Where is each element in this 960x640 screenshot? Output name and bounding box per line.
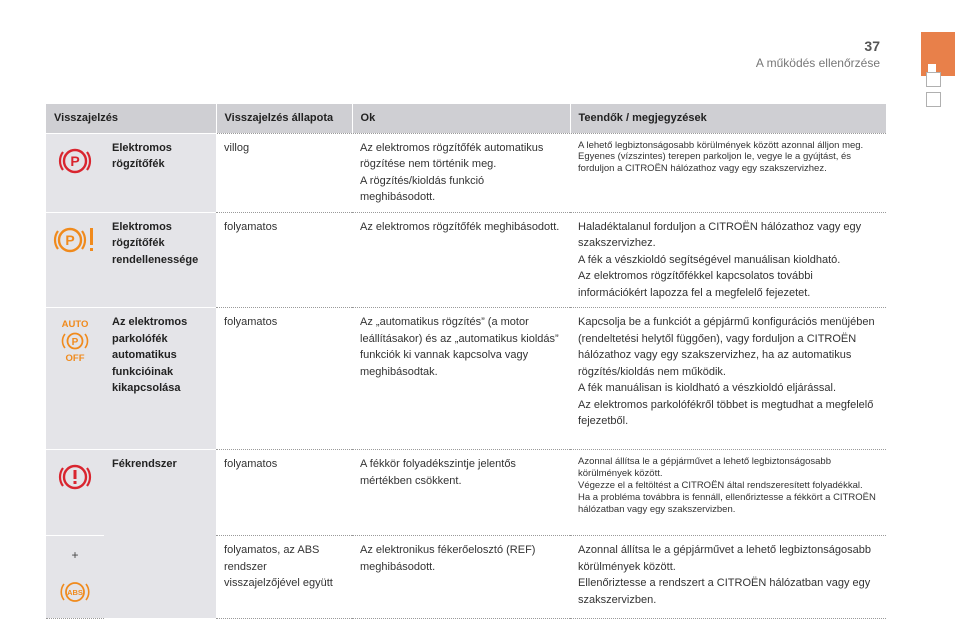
action-line: Haladéktalanul forduljon a CITROËN hálózathoz vagy egy szakszervizhez. <box>578 220 862 249</box>
indicator-icon-cell <box>46 133 104 212</box>
cause-line: A fékkör folyadékszintje jelentős mértékben csökkent. <box>360 458 516 487</box>
indicator-name: Elektromos rögzítőfék rendellenessége <box>104 212 216 308</box>
column-header-indicator: Visszajelzés <box>46 104 216 133</box>
indicator-icon-cell <box>46 536 104 619</box>
indicator-cause <box>352 212 570 308</box>
action-line: Ha a probléma továbbra is fennáll, ellenőriztesse a fékkört a CITROËN hálózatban vagy egy szakszervizben. <box>578 491 876 515</box>
page-number: 37 <box>864 38 880 54</box>
indicator-state: villog <box>216 133 352 212</box>
table-header-row <box>46 104 886 133</box>
indicator-icon-cell <box>46 212 104 308</box>
cause-line: Az elektromos rögzítőfék meghibásodott. <box>360 220 560 233</box>
indicator-cause <box>352 133 570 212</box>
action-line: Azonnal állítsa le a gépjárművet a lehető legbiztonságosabb körülmények között. <box>578 544 871 573</box>
action-line: Az elektromos rögzítőfékkel kapcsolatos további információkért lapozza fel a megfelelő fejezetet. <box>578 270 813 299</box>
indicator-state: folyamatos <box>216 450 352 536</box>
indicator-state: folyamatos <box>216 212 352 308</box>
tab-box-1 <box>926 72 941 87</box>
action-line: Egyenes (vízszintes) terepen parkoljon le, vegye le a gyújtást, és forduljon a CITROËN hálózathoz vagy egy szakszervizhez. <box>578 151 852 175</box>
table-row <box>46 212 886 308</box>
section-title: A működés ellenőrzése <box>755 56 880 70</box>
action-line: A lehető legbiztonságosabb körülmények között azonnal álljon meg. <box>578 139 864 151</box>
cause-line: A rögzítés/kioldás funkció meghibásodott. <box>360 174 485 203</box>
indicator-name: Az elektromos parkolófék automatikus funkcióinak kikapcsolása <box>104 308 216 450</box>
abs-label: ABS <box>67 588 83 597</box>
column-header-action: Teendők / megjegyzések <box>570 104 886 133</box>
svg-text:P: P <box>65 231 75 248</box>
plus-sign: + <box>71 548 79 562</box>
indicator-action <box>570 536 886 619</box>
auto-parking-off-icon <box>58 318 92 364</box>
cause-line: Az elektromos rögzítőfék automatikus rögzítése nem történik meg. <box>360 141 544 170</box>
abs-icon <box>58 578 92 606</box>
chapter-tab-mark <box>928 64 936 72</box>
action-line: Azonnal állítsa le a gépjárművet a lehető legbiztonságosabb körülmények között. <box>578 456 831 479</box>
tab-box-2 <box>926 92 941 107</box>
indicator-action <box>570 212 886 308</box>
indicator-action <box>570 450 886 536</box>
table-row <box>46 133 886 212</box>
action-line: A fék manuálisan is kioldható a vészkioldó eljárással. <box>578 382 837 394</box>
column-header-state: Visszajelzés állapota <box>216 104 352 133</box>
table-row <box>46 450 886 536</box>
indicator-name: Elektromos rögzítőfék <box>104 133 216 212</box>
svg-text:P: P <box>71 337 79 348</box>
indicator-cause <box>352 536 570 619</box>
auto-label: AUTO <box>61 319 89 330</box>
action-line: Kapcsolja be a funkciót a gépjármű konfigurációs menüjében (rendeltetési helytől függően), vagy forduljon a CITROËN hálózathoz vagy egy szakszervizhez, ha az automatikus rögzítés/kioldás nem működik. <box>578 316 875 378</box>
brake-warning-icon <box>58 460 92 494</box>
indicator-cause <box>352 308 570 450</box>
indicator-action <box>570 133 886 212</box>
indicator-cause <box>352 450 570 536</box>
indicator-icon-cell <box>46 308 104 450</box>
indicator-name: Fékrendszer <box>104 450 216 619</box>
indicator-icon-cell <box>46 450 104 536</box>
table-row <box>46 308 886 450</box>
action-line: A fék a vészkioldó segítségével manuálisan kioldható. <box>578 253 841 266</box>
indicator-state: folyamatos, az ABS rendszer visszajelzőjével együtt <box>216 536 352 619</box>
action-line: Ellenőriztesse a rendszert a CITROËN hálózatban vagy egy szakszervizben. <box>578 577 871 606</box>
svg-text:P: P <box>70 152 80 169</box>
cause-line: Az elektronikus fékerőelosztó (REF) meghibásodott. <box>360 544 536 573</box>
off-label: OFF <box>65 353 85 364</box>
warning-lights-table <box>46 104 886 619</box>
parking-brake-icon <box>58 144 92 178</box>
indicator-action <box>570 308 886 450</box>
parking-brake-fault-icon <box>53 223 97 257</box>
column-header-cause: Ok <box>352 104 570 133</box>
action-line: Az elektromos parkolófékről többet is megtudhat a megfelelő fejezetből. <box>578 398 874 427</box>
action-line: Végezze el a feltöltést a CITROËN által rendszeresített folyadékkal. <box>578 479 863 491</box>
chapter-tab <box>921 32 955 76</box>
cause-line: Az „automatikus rögzítés” (a motor leállításakor) és az „automatikus kioldás” funkciók ki vannak kapcsolva vagy meghibásodtak. <box>360 316 559 378</box>
indicator-state: folyamatos <box>216 308 352 450</box>
